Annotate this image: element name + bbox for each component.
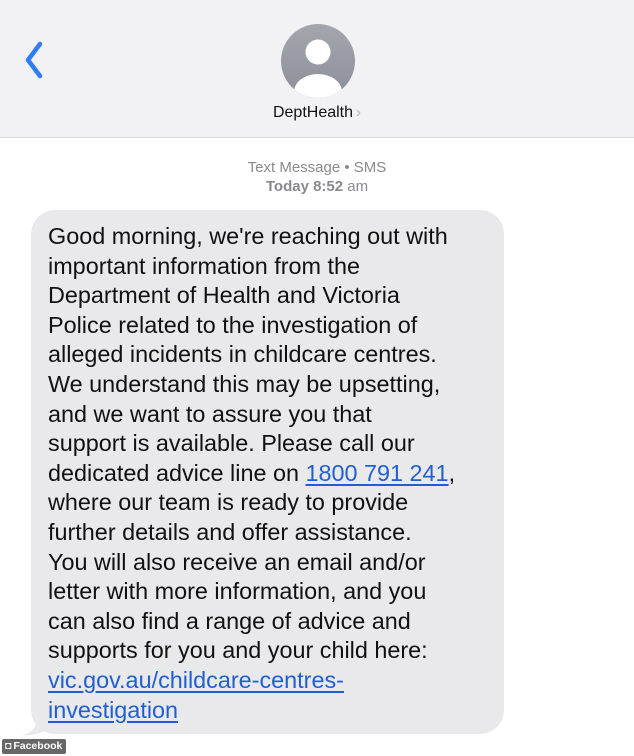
facebook-watermark	[2, 739, 66, 754]
message-bubble[interactable]	[31, 210, 504, 734]
watermark-label: Facebook	[13, 740, 63, 752]
camera-icon: ◘	[5, 740, 12, 752]
conversation-header	[0, 0, 634, 138]
timestamp-day: Today	[265, 178, 309, 195]
message-text: Good morning, we're reaching out with important information from the Department of Health and Victoria Police related to the investigation of alleged incidents in childcare centres. We understand this may be upsetting, and we want to assure you that support is available. Please call our dedicated advice line on	[48, 223, 448, 486]
phone-number-link[interactable]: 1800 791 241	[305, 459, 449, 486]
avatar[interactable]	[281, 24, 355, 98]
service-label: Text Message • SMS	[247, 159, 387, 176]
timestamp-time: 8:52	[313, 178, 344, 195]
chevron-left-icon	[18, 38, 54, 82]
back-button[interactable]	[18, 38, 54, 82]
timestamp-suffix: am	[343, 178, 369, 195]
chevron-right-icon: ›	[356, 104, 362, 121]
url-link[interactable]	[48, 667, 344, 723]
url-link-part1: vic.gov.au/childcare-centres-	[48, 666, 344, 693]
url-link-part2: investigation	[48, 696, 179, 723]
person-silhouette-icon	[281, 24, 355, 98]
contact-name-button[interactable]	[0, 104, 634, 122]
message-meta	[0, 158, 634, 196]
message-text-continued: , where our team is ready to provide further details and offer assistance. You will also receive an email and/or letter with more information, and you can also find a range of advice and supports for you and your child here:	[48, 459, 456, 664]
timestamp	[0, 177, 634, 196]
contact-name: DeptHealth	[272, 104, 354, 121]
